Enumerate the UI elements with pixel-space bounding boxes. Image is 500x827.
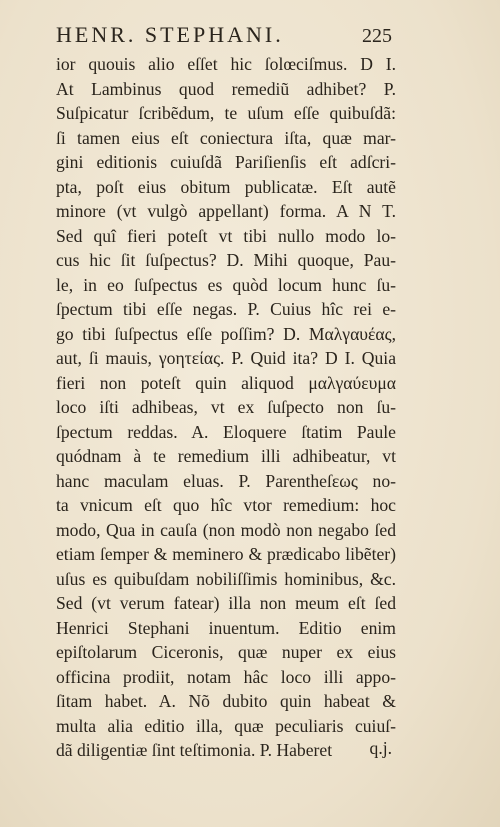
text-line: fieri non poteſt quin aliquod μαλγαύευμα xyxy=(56,372,396,393)
text-line: Sed quî fieri poteſt vt tibi nullo modo lo- xyxy=(56,225,396,246)
text-line: ſpectum reddas. A. Eloquere ſtatim Paule xyxy=(56,421,396,442)
text-line: cus hic ſit ſuſpectus? D. Mihi quoque, Pau- xyxy=(56,250,396,270)
text-line: ſpectum tibi eſſe negas. P. Cuius hîc rei e- xyxy=(56,299,396,319)
text-line: pta, poſt eius obitum publicatæ. Eſt autẽ xyxy=(56,176,396,197)
text-line: minore (vt vulgò appellant) forma. A N T. xyxy=(56,201,396,221)
text-line: dã diligentiæ ſint teſtimonia. P. Haberet xyxy=(56,740,333,760)
text-line: etiam ſemper & meminero & prædicabo libẽter) xyxy=(56,544,396,564)
text-line: modo, Qua in cauſa (non modò non negabo ſed xyxy=(56,519,396,540)
text-line: multa alia editio illa, quæ peculiaris cuiuſ- xyxy=(56,715,396,736)
text-line: ior quouis alio eſſet hic ſolœciſmus. D I. xyxy=(56,54,396,74)
body-text xyxy=(56,52,396,763)
text-line: epiſtolarum Ciceronis, quæ nuper ex eius xyxy=(56,642,396,662)
text-line: ſitam habet. A. Nõ dubito quin habeat & xyxy=(56,691,396,711)
text-line: ta vnicum eſt quo hîc vtor remedium: hoc xyxy=(56,495,396,515)
text-line: ſi tamen eius eſt coniectura iſta, quæ mar- xyxy=(56,127,396,148)
text-line: At Lambinus quod remediũ adhibet? P. xyxy=(56,78,396,99)
catchword: q.j. xyxy=(369,738,392,758)
text-line: Sed (vt verum fatear) illa non meum eſt ſed xyxy=(56,593,396,613)
text-line: uſus es quibuſdam nobiliſſimis hominibus, &c. xyxy=(56,568,396,589)
text-line: le, in eo ſuſpectus es quòd locum hunc ſu- xyxy=(56,274,396,295)
text-line: Suſpicatur ſcribẽdum, te uſum eſſe quibuſdã: xyxy=(56,103,396,123)
text-line: officina prodiit, notam hâc loco illi appo- xyxy=(56,666,396,687)
text-line: loco iſti adhibeas, vt ex ſuſpecto non ſu- xyxy=(56,397,396,417)
page-header xyxy=(56,22,392,48)
text-line: Henrici Stephani inuentum. Editio enim xyxy=(56,617,396,638)
text-line: go tibi ſuſpectus eſſe poſſim? D. Μαλγαυέας, xyxy=(56,323,396,344)
text-line: aut, ſi mauis, γοητείας. P. Quid ita? D I. Quia xyxy=(56,348,396,368)
text-line: quódnam à te remedium illi adhibeatur, vt xyxy=(56,446,396,466)
running-title: HENR. STEPHANI. xyxy=(56,22,284,47)
text-line: gini editionis cuiuſdã Pariſienſis eſt adſcri- xyxy=(56,152,396,172)
page-number: 225 xyxy=(362,25,392,47)
text-line: hanc maculam eluas. P. Parentheſεως no- xyxy=(56,470,396,491)
